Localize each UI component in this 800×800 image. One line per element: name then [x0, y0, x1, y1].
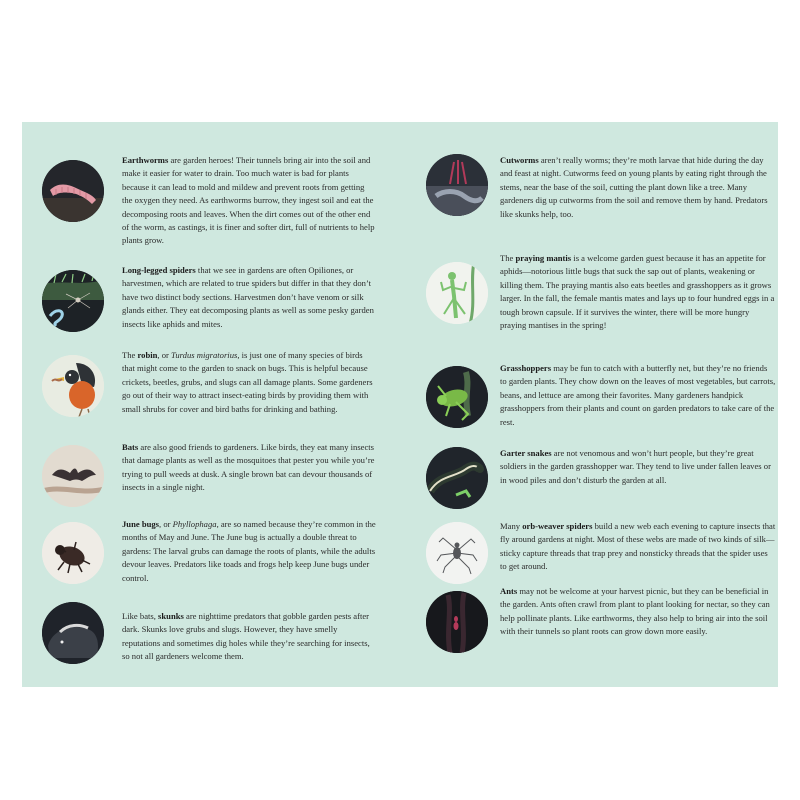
entry-text: Like bats, skunks are nighttime predators that gobble garden pests after dark. Skunks love grubs and slugs. However, they have smelly reputations and sometimes dig holes while they’re searching for insects, so not all gardeners welcome them.: [122, 611, 370, 662]
earthworm-icon: [42, 160, 104, 222]
entry-text: Bats are also good friends to gardeners. Like birds, they eat many insects that damage plants as well as the mosquitoes that pester you while you’re trying to pull weeds at dusk. A single brown bat can devour thousands of insects in a single night.: [122, 442, 375, 493]
keyword: Earthworms: [122, 155, 169, 165]
entry-text: Earthworms are garden heroes! Their tunnels bring air into the soil and make it easier for water to drain. Too much water is bad for plants because it can lead to mold and mildew and prevent roots from getting the oxygen they need. As earthworms burrow, they ingest soil and eat the decomposing roots and leaves. When the dirt comes out of the other end of the worm, as castings, it is finer and softer dirt, full of nutrients to help plants grow.: [122, 155, 375, 246]
keyword: robin: [137, 350, 158, 360]
keyword: skunks: [158, 611, 184, 621]
skunk-icon: [42, 602, 104, 664]
keyword: Grasshoppers: [500, 363, 552, 373]
keyword: June bugs: [122, 519, 160, 529]
entry-text: Ants may not be welcome at your harvest picnic, but they can be beneficial in the garden. Ants often crawl from plant to plant looking for nectar, so they can help pollinate plants. Like earthworms, they also help to bring air into the soil with their tunnels so plant roots can grow down more easily.: [500, 586, 770, 637]
praying-mantis-icon: [426, 262, 488, 324]
entry-text: Cutworms aren’t really worms; they’re moth larvae that hide during the day and feast at night. Cutworms feed on young plants by eating right through the stems, near the base of the soil, cutting the plant down like a tree. Many gardeners dig up cutworms from the soil and remove them by hand. Predators like skunks help, too.: [500, 155, 768, 219]
book-spread: [22, 122, 778, 687]
keyword: Long-legged spiders: [122, 265, 196, 275]
entry-text: The robin, or Turdus migratorius, is just one of many species of birds that might come to the garden to snack on bugs. This is helpful because crickets, beetles, grubs, and slugs can all damage plants. Some gardeners go out of their way to attract insect-eating birds by providing them with small shrubs for cover and bird baths for drinking and bathing.: [122, 350, 373, 414]
garter-snake-icon: [426, 447, 488, 509]
cutworm-icon: [426, 154, 488, 216]
june-bug-icon: [42, 522, 104, 584]
grasshopper-icon: [426, 366, 488, 428]
keyword: Bats: [122, 442, 139, 452]
orb-weaver-spider-icon: [426, 522, 488, 584]
entry-text: Grasshoppers may be fun to catch with a butterfly net, but they’re no friends to garden plants. They chow down on the leaves of most vegetables, but carrots, beans, and lettuce are among their favorites. Many gardeners handpick grasshoppers from their plants and count on garden predators to take care of the rest.: [500, 363, 776, 427]
entry-text: Long-legged spiders that we see in gardens are often Opiliones, or harvestmen, which are related to true spiders but differ in that they don’t have two distinct body sections. Harvestmen don’t have venom or silk glands either. They eat decomposing plants as well as some pesky garden insects like aphids and mites.: [122, 265, 374, 329]
keyword: praying mantis: [515, 253, 572, 263]
keyword: Ants: [500, 586, 518, 596]
entry-text: Many orb-weaver spiders build a new web each evening to capture insects that fly around gardens at night. Most of these webs are made of two kinds of silk—sticky capture threads that trap prey and nonsticky threads that the spider uses to get around.: [500, 521, 776, 572]
entry-text: The praying mantis is a welcome garden guest because it has an appetite for aphids—notorious little bugs that suck the sap out of plants, weakening or killing them. The praying mantis also eats beetles and grasshoppers as it grows larger. In the fall, the female mantis mates and lays up to four hundred eggs in a tough brown capsule. If it survives the winter, there will be more hungry praying mantises in the spring!: [500, 253, 775, 331]
robin-icon: [42, 355, 104, 417]
ants-icon: [426, 591, 488, 653]
left-page: [22, 122, 382, 687]
keyword: Cutworms: [500, 155, 539, 165]
harvestman-spider-icon: [42, 270, 104, 332]
keyword: orb-weaver spiders: [522, 521, 593, 531]
keyword: Garter snakes: [500, 448, 552, 458]
entry-text: Garter snakes are not venomous and won’t hurt people, but they’re great soldiers in the garden grasshopper war. They tend to live under fallen leaves or in wood piles and don’t disturb the garden at all.: [500, 448, 771, 485]
right-page: [418, 122, 778, 687]
bat-icon: [42, 445, 104, 507]
entry-text: June bugs, or Phyllophaga, are so named because they’re common in the months of May and June. The June bug is actually a double threat to gardens: The larval grubs can damage the roots of plants, while the adults devour leaves. Predators like toads and frogs help keep June bugs under control.: [122, 519, 376, 583]
